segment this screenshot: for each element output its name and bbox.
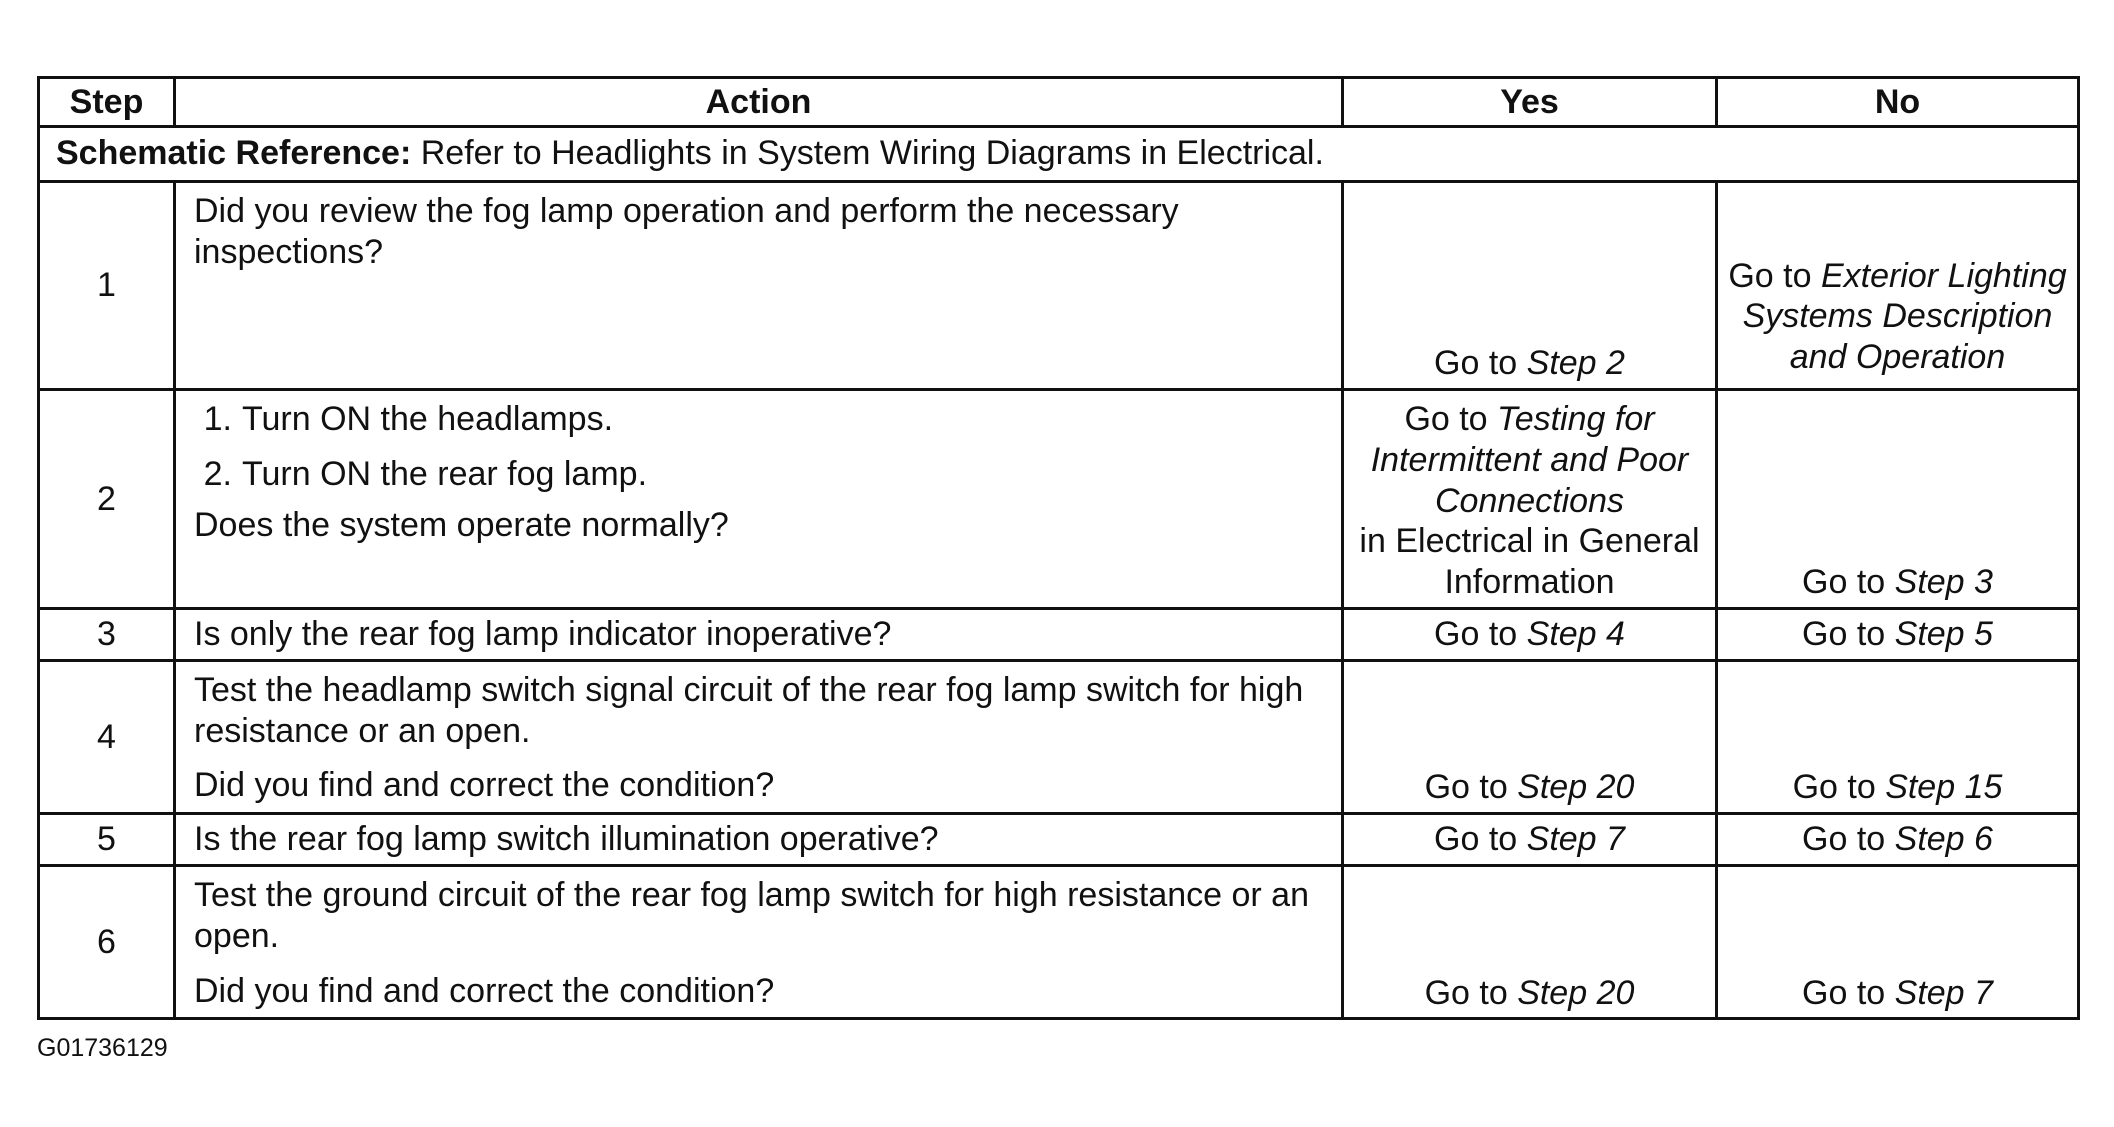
table-row bbox=[39, 390, 2079, 609]
yes-prefix: Go to bbox=[1434, 614, 1527, 653]
list-item-number: 2. bbox=[203, 454, 232, 493]
yes-cell bbox=[1343, 182, 1717, 390]
table-row bbox=[39, 182, 2079, 390]
action-cell bbox=[175, 608, 1343, 660]
yes-prefix: Go to bbox=[1424, 973, 1518, 1012]
step-number: 3 bbox=[39, 608, 175, 660]
action-text: Is the rear fog lamp switch illumination operative? bbox=[194, 820, 939, 859]
schematic-text: Refer to Headlights in System Wiring Diagrams in Electrical. bbox=[411, 133, 1324, 172]
no-link[interactable]: Step 6 bbox=[1894, 820, 1993, 859]
no-link[interactable]: Step 3 bbox=[1894, 563, 1993, 602]
action-cell bbox=[175, 814, 1343, 866]
yes-prefix: Go to bbox=[1434, 344, 1527, 383]
no-cell bbox=[1717, 390, 2079, 609]
action-cell bbox=[175, 660, 1343, 813]
no-cell bbox=[1717, 660, 2079, 813]
action-question: Did you find and correct the condition? bbox=[194, 971, 775, 1010]
action-cell bbox=[175, 390, 1343, 609]
no-link[interactable]: Step 5 bbox=[1894, 614, 1993, 653]
no-prefix: Go to bbox=[1802, 820, 1895, 859]
step-number: 2 bbox=[39, 390, 175, 609]
schematic-label: Schematic Reference: bbox=[56, 133, 412, 172]
step-number: 1 bbox=[39, 182, 175, 390]
yes-link[interactable]: Step 20 bbox=[1517, 768, 1635, 807]
no-prefix: Go to bbox=[1802, 563, 1895, 602]
yes-link[interactable]: Testing for Intermittent and Poor Connections bbox=[1370, 400, 1689, 520]
list-item-number: 1. bbox=[203, 400, 232, 438]
action-cell bbox=[175, 865, 1343, 1018]
schematic-reference bbox=[39, 127, 2079, 182]
no-prefix: Go to bbox=[1802, 973, 1895, 1012]
table-row bbox=[39, 660, 2079, 813]
header-row bbox=[39, 78, 2079, 127]
yes-cell bbox=[1343, 390, 1717, 609]
action-text: Did you review the fog lamp operation and perform the necessary inspections? bbox=[194, 192, 1179, 271]
no-link[interactable]: Exterior Lighting Systems Description and Operation bbox=[1742, 256, 2067, 377]
yes-cell bbox=[1343, 608, 1717, 660]
yes-link[interactable]: Step 4 bbox=[1526, 614, 1625, 653]
action-cell bbox=[175, 182, 1343, 390]
yes-cell bbox=[1343, 865, 1717, 1018]
action-text: Test the headlamp switch signal circuit of the rear fog lamp switch for high resistance or an open. bbox=[194, 670, 1304, 750]
list-item-text: Turn ON the rear fog lamp. bbox=[242, 454, 648, 493]
list-item bbox=[194, 399, 1323, 440]
list-item bbox=[194, 454, 1323, 495]
no-prefix: Go to bbox=[1792, 768, 1886, 807]
yes-prefix: Go to bbox=[1424, 768, 1518, 807]
yes-suffix: in Electrical in General Information bbox=[1359, 522, 1700, 602]
action-question: Does the system operate normally? bbox=[194, 505, 729, 544]
yes-prefix: Go to bbox=[1434, 820, 1527, 859]
schematic-row bbox=[39, 127, 2079, 182]
table-row bbox=[39, 865, 2079, 1018]
no-cell bbox=[1717, 182, 2079, 390]
table-row bbox=[39, 814, 2079, 866]
no-cell bbox=[1717, 608, 2079, 660]
diagnostic-table bbox=[37, 76, 2080, 1020]
step-number: 4 bbox=[39, 660, 175, 813]
header-no: No bbox=[1717, 78, 2079, 127]
action-text: Is only the rear fog lamp indicator inoperative? bbox=[194, 614, 892, 653]
header-action: Action bbox=[175, 78, 1343, 127]
yes-cell bbox=[1343, 814, 1717, 866]
step-number: 6 bbox=[39, 865, 175, 1018]
no-cell bbox=[1717, 814, 2079, 866]
no-cell bbox=[1717, 865, 2079, 1018]
step-number: 5 bbox=[39, 814, 175, 866]
table-row bbox=[39, 608, 2079, 660]
list-item-text: Turn ON the headlamps. bbox=[242, 400, 614, 438]
yes-link[interactable]: Step 2 bbox=[1526, 344, 1625, 383]
header-yes: Yes bbox=[1343, 78, 1717, 127]
figure-id: G01736129 bbox=[37, 1034, 168, 1062]
yes-link[interactable]: Step 7 bbox=[1526, 820, 1625, 859]
header-step: Step bbox=[39, 78, 175, 127]
action-list bbox=[194, 399, 1323, 495]
action-text: Test the ground circuit of the rear fog lamp switch for high resistance or an open. bbox=[194, 875, 1309, 955]
no-prefix: Go to bbox=[1802, 614, 1895, 653]
action-question: Did you find and correct the condition? bbox=[194, 766, 775, 805]
no-link[interactable]: Step 7 bbox=[1894, 973, 1993, 1012]
diagnostic-table-container bbox=[37, 76, 2077, 1020]
yes-cell bbox=[1343, 660, 1717, 813]
yes-prefix: Go to bbox=[1404, 400, 1498, 438]
no-prefix: Go to bbox=[1728, 256, 1821, 295]
yes-link[interactable]: Step 20 bbox=[1517, 973, 1635, 1012]
no-link[interactable]: Step 15 bbox=[1885, 768, 2003, 807]
